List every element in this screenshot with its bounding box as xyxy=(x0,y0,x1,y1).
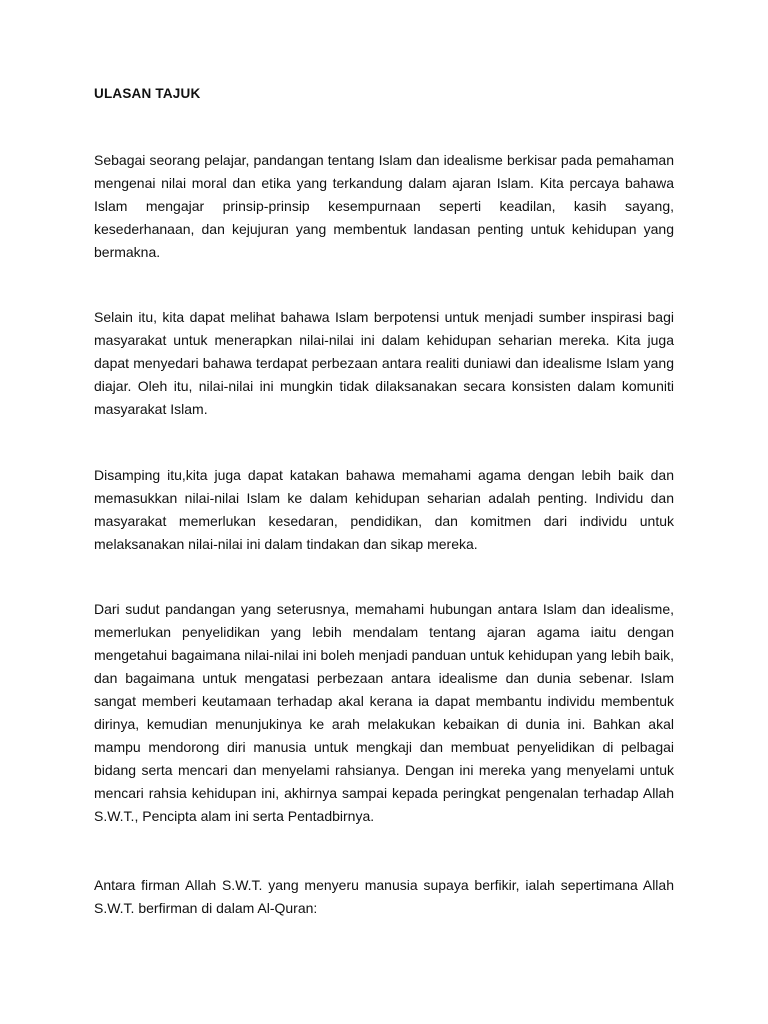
paragraph-4: Dari sudut pandangan yang seterusnya, memahami hubungan antara Islam dan idealisme, memerlukan penyelidikan yang lebih mendalam tentang ajaran agama iaitu dengan mengetahui bagaimana nilai-nilai ini boleh menjadi panduan untuk kehidupan yang lebih baik, dan bagaimana untuk mengatasi perbezaan antara idealisme dan dunia sebenar. Islam sangat memberi keutamaan terhadap akal kerana ia dapat membantu individu membentuk dirinya, kemudian menunjukinya ke arah melakukan kebaikan di dunia ini. Bahkan akal mampu mendorong diri manusia untuk mengkaji dan membuat penyelidikan di pelbagai bidang serta mencari dan menyelami rahsianya. Dengan ini mereka yang menyelami untuk mencari rahsia kehidupan ini, akhirnya sampai kepada peringkat pengenalan terhadap Allah S.W.T., Pencipta alam ini serta Pentadbirnya. xyxy=(94,601,674,824)
paragraph-1: Sebagai seorang pelajar, pandangan tentang Islam dan idealisme berkisar pada pemahaman mengenai nilai moral dan etika yang terkandung dalam ajaran Islam. Kita percaya bahawa Islam mengajar prinsip-prinsip kesempurnaan seperti keadilan, kasih sayang, kesederhanaan, dan kejujuran yang membentuk landasan penting untuk kehidupan yang bermakna. xyxy=(94,152,674,260)
paragraph-3: Disamping itu,kita juga dapat katakan bahawa memahami agama dengan lebih baik dan memasukkan nilai-nilai Islam ke dalam kehidupan seharian adalah penting. Individu dan masyarakat memerlukan kesedaran, pendidikan, dan komitmen dari individu untuk melaksanakan nilai-nilai ini dalam tindakan dan sikap mereka. xyxy=(94,467,674,552)
paragraph-5: Antara firman Allah S.W.T. yang menyeru manusia supaya berfikir, ialah sepertimana Allah S.W.T. berfirman di dalam Al-Quran: xyxy=(94,877,674,916)
document-title: ULASAN TAJUK xyxy=(94,86,201,101)
paragraph-2: Selain itu, kita dapat melihat bahawa Islam berpotensi untuk menjadi sumber inspirasi bagi masyarakat untuk menerapkan nilai-nilai ini dalam kehidupan seharian mereka. Kita juga dapat menyedari bahawa terdapat perbezaan antara realiti duniawi dan idealisme Islam yang diajar. Oleh itu, nilai-nilai ini mungkin tidak dilaksanakan secara konsisten dalam komuniti masyarakat Islam. xyxy=(94,309,674,417)
